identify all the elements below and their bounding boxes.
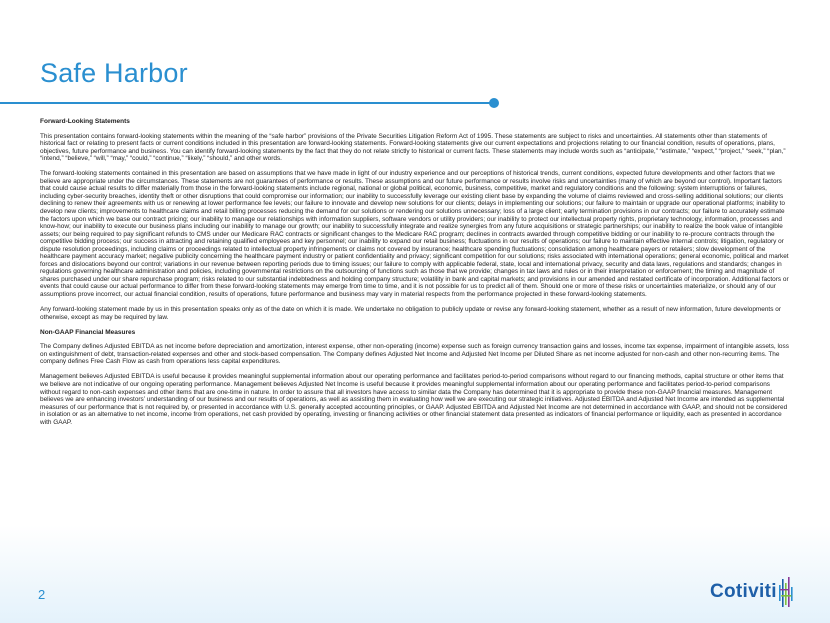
section-non-gaap bbox=[40, 329, 792, 427]
logo-mark-icon bbox=[779, 577, 793, 609]
body-content bbox=[40, 118, 792, 434]
title-underline bbox=[0, 102, 492, 104]
section-heading: Non-GAAP Financial Measures bbox=[40, 328, 136, 336]
page-number: 2 bbox=[38, 587, 46, 602]
paragraph: Any forward-looking statement made by us in this presentation speaks only as of the date on which it is made. We undertake no obligation to publicly update or revise any forward-looking statement, whether as a result of new information, future developments or otherwise, except as may be required by law. bbox=[40, 306, 781, 321]
logo-wordmark: Cotiviti bbox=[710, 581, 777, 602]
slide-title: Safe Harbor bbox=[40, 58, 188, 88]
paragraph: Management believes Adjusted EBITDA is useful because it provides meaningful supplemental information about our operating performance and facilitates period-to-period comparisons without regard to our financing methods, capital structure or other items that we believe are not indicative of our ongoing operating performance. Management believes Adjusted Net Income is useful because it provides meaningful supplemental information about our operating performance and facilitates period-to-period comparisons without regard to non-cash expenses and other items that are one-time in nature. In order to assure that all investors have access to similar data the Company has determined that it is appropriate to provide these non-GAAP financial measures. Management believes we are enhancing investors’ understanding of our business and our results of operations, as well as assisting them in evaluating how well we are executing our strategic initiatives. Adjusted EBITDA and Adjusted Net Income are intended as supplemental measures of our performance that is not required by, or presented in accordance with U.S. generally accepted accounting principles, or GAAP. Adjusted EBITDA and Adjusted Net Income are not determined in accordance with GAAP, and should not be considered in isolation or as an alternative to net income, income from operations, net cash provided by operating, investing or financing activities or other financial statement data presented as indicators of financial performance or liquidity, each as presented in accordance with GAAP. bbox=[40, 373, 788, 426]
footer-gradient-band bbox=[0, 525, 830, 623]
paragraph: The Company defines Adjusted EBITDA as net income before depreciation and amortization, interest expense, other non-operating (income) expense such as foreign currency transaction gains and losses, income tax expense, impairment of intangible assets, loss on extinguishment of debt, transaction-related expenses and other and stock-based compensation. The Company defines Adjusted Net Income and Adjusted Net Income per Diluted Share as net income adjusted for non-cash and other non-recurring items. The company defines Free Cash Flow as cash from operations less capital expenditures. bbox=[40, 343, 789, 366]
paragraph: This presentation contains forward-looking statements within the meaning of the “safe harbor” provisions of the Private Securities Litigation Reform Act of 1995. These statements are subject to risks and uncertainties. All statements other than statements of historical fact or relating to present facts or current conditions included in this presentation are forward-looking statements. Forward-looking statements give our current expectations and projections relating to our financial condition, results of operations, plans, objectives, future performance and business. You can identify forward-looking statements by the fact that they do not relate strictly to historical or current facts. These statements may include words such as “anticipate,” “estimate,” “expect,” “project,” “seek,” “plan,” “intend,” “believe,” “will,” “may,” “could,” “continue,” “likely,” “should,” and other words. bbox=[40, 132, 786, 163]
paragraph: The forward-looking statements contained in this presentation are based on assumptions that we have made in light of our industry experience and our perceptions of historical trends, current conditions, expected future developments and other factors that we believe are appropriate under the circumstances. These statements are not guarantees of performance or results. These assumptions and our future performance or results involve risks and uncertainties (many of which are beyond our control). Important factors that could cause actual results to differ materially from those in the forward-looking statements include regional, national or global political, economic, business, competitive, market and regulatory conditions and the following: system interruptions or failures, including cyber-security breaches, identity theft or other disruptions that could compromise our information; our inability to successfully leverage our existing client base by expanding the volume of claims reviewed and cross-selling additional solutions; our clients declining to renew their agreements with us or renewing at lower performance fee levels; our failure to innovate and develop new solutions for our clients; delays in implementing our solutions; our failure to maintain or upgrade our operational platforms; inability to develop new clients; improvements to healthcare claims and retail billing processes reducing the demand for our solutions or rendering our solutions unnecessary; loss of a large client; early termination provisions in our contracts; our failure to accurately estimate the factors upon which we base our contract pricing; our inability to manage our relationships with information suppliers, software vendors or utility providers; our inability to protect our intellectual property rights, proprietary technology, information, processes and know-how; our inability to execute our business plans including our inability to manage our growth; our inability to successfully integrate and realize synergies from any future acquisitions or strategic partnerships; our inability to realize the book value of intangible assets; our being required to pay significant refunds to CMS under our Medicare RAC contracts or significant changes to the Medicare RAC program; declines in contracts awarded through competitive bidding or our inability to re-procure contracts through the competitive bidding process; our success in attracting and retaining qualified employees and key personnel; our inability to expand our retail business; fluctuations in our results of operations; our failure to maintain effective internal controls; litigation, regulatory or dispute resolution proceedings, including claims or proceedings related to intellectual property infringements or claims not covered by insurance; healthcare spending fluctuations; consolidation among healthcare payers or retailers; slow development of the healthcare payment accuracy market; negative publicity concerning the healthcare payment industry or patient confidentiality and privacy; significant competition for our solutions; risks associated with international operations; general economic, political and market forces and dislocations beyond our control; variations in our revenue between reporting periods due to timing issues; our failure to comply with applicable federal, state, local and international privacy, security and data laws, regulations and standards; changes in regulations governing healthcare administration and policies, including governmental restrictions on the outsourcing of functions such as those that we provide; changes in tax laws and rules or in their interpretation or enforcement; the timing and magnitude of shares purchased under our share repurchase program; risks related to our substantial indebtedness and holding company structure; volatility in bank and capital markets; and provisions in our amended and restated certificate of incorporation. Additional factors or events that could cause our actual performance to differ from these forward-looking statements may emerge from time to time, and it is not possible for us to predict all of them. Should one or more of these risks or uncertainties materialize, or should any of our assumptions prove incorrect, our actual financial condition, results of operations, future performance and business may vary in material respects from the performance projected in these forward-looking statements. bbox=[40, 170, 789, 299]
section-forward-looking bbox=[40, 118, 792, 321]
section-heading: Forward-Looking Statements bbox=[40, 118, 130, 125]
title-underline-dot bbox=[489, 98, 499, 108]
